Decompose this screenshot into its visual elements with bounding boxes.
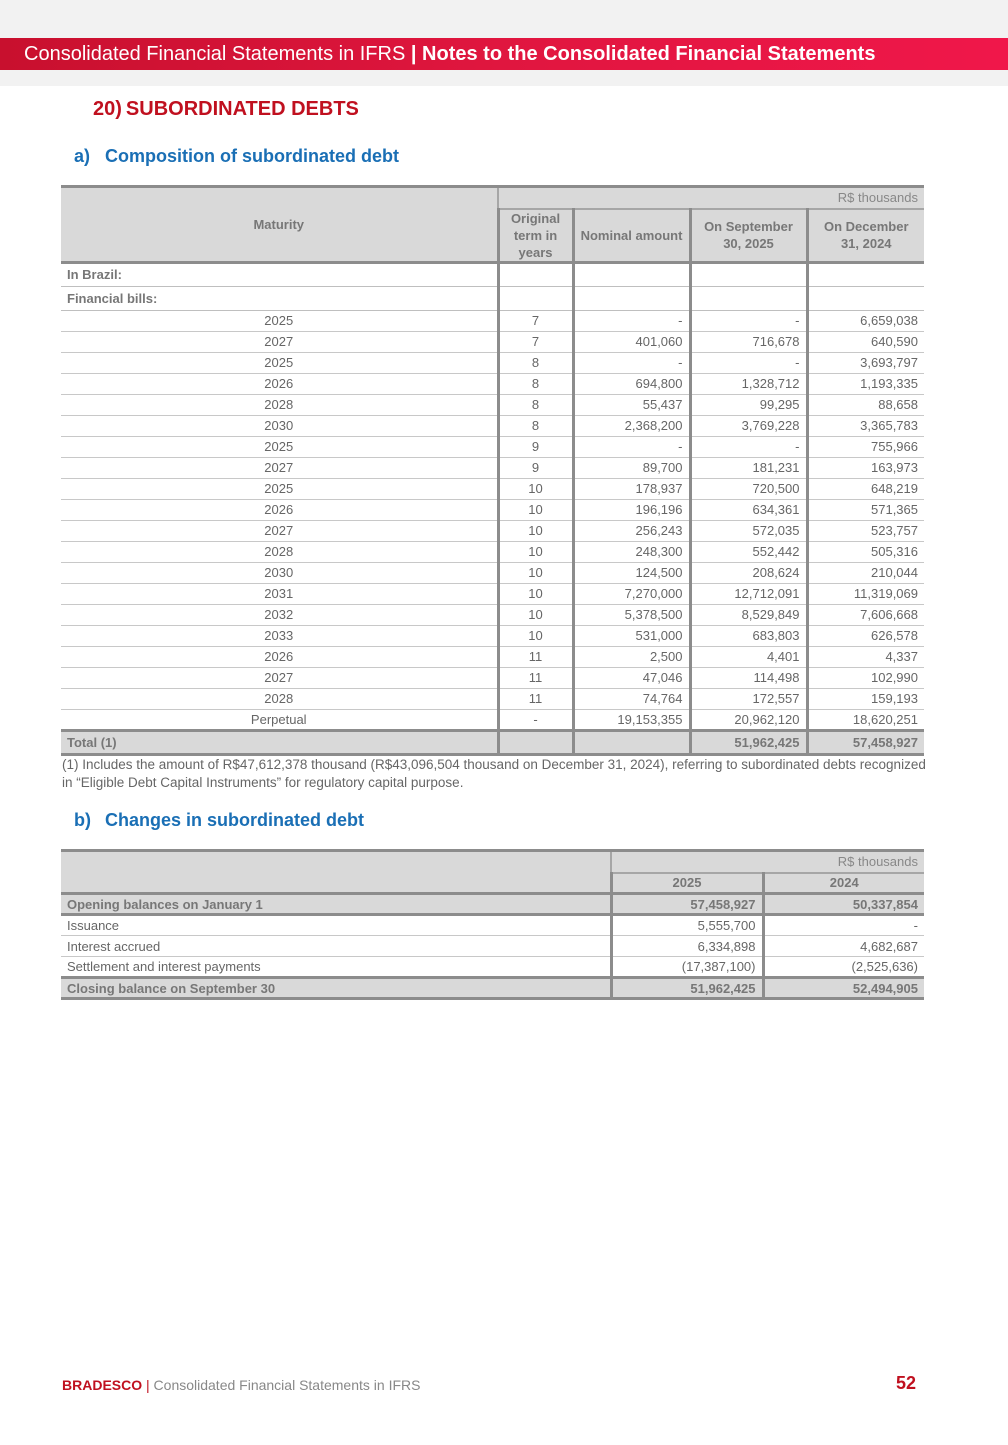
dec2024-cell: 6,659,038 — [807, 310, 924, 331]
total-dec2024: 57,458,927 — [807, 730, 924, 754]
term-cell: 8 — [498, 394, 573, 415]
sep2025-cell: 552,442 — [690, 541, 807, 562]
sep2025-cell: 720,500 — [690, 478, 807, 499]
maturity-cell: 2027 — [61, 667, 498, 688]
total-nominal-empty — [573, 730, 690, 754]
nominal-cell: - — [573, 436, 690, 457]
term-cell: 10 — [498, 625, 573, 646]
movement-2024: - — [763, 915, 924, 936]
term-cell: 11 — [498, 646, 573, 667]
maturity-cell: 2027 — [61, 520, 498, 541]
closing-2025: 51,962,425 — [611, 978, 763, 999]
sep2025-cell: 12,712,091 — [690, 583, 807, 604]
maturity-cell: 2026 — [61, 646, 498, 667]
sep2025-cell: 20,962,120 — [690, 709, 807, 730]
dec2024-cell: 102,990 — [807, 667, 924, 688]
term-cell: 9 — [498, 457, 573, 478]
composition-heading: Composition of subordinated debt — [105, 146, 399, 166]
opening-row — [61, 894, 924, 915]
table-row — [61, 541, 924, 562]
col-sep2025: On September 30, 2025 — [690, 209, 807, 263]
col-year-2025: 2025 — [611, 873, 763, 894]
banner-shadow — [0, 70, 1008, 86]
opening-label: Opening balances on January 1 — [61, 894, 611, 915]
sep2025-cell: 172,557 — [690, 688, 807, 709]
maturity-cell: Perpetual — [61, 709, 498, 730]
dec2024-cell: 88,658 — [807, 394, 924, 415]
term-cell: 10 — [498, 562, 573, 583]
nominal-cell: - — [573, 310, 690, 331]
nominal-cell: 178,937 — [573, 478, 690, 499]
dec2024-cell: 7,606,668 — [807, 604, 924, 625]
top-strip — [0, 0, 1008, 38]
nominal-cell: 401,060 — [573, 331, 690, 352]
changes-table — [61, 849, 924, 1000]
maturity-cell: 2026 — [61, 373, 498, 394]
category-in-brazil: In Brazil: — [61, 262, 498, 286]
section-number: 20) — [93, 98, 122, 120]
nominal-cell: 248,300 — [573, 541, 690, 562]
table-row — [61, 915, 924, 936]
table-row — [61, 646, 924, 667]
maturity-cell: 2028 — [61, 541, 498, 562]
changes-heading: Changes in subordinated debt — [105, 810, 365, 830]
composition-letter: a) — [74, 146, 91, 166]
dec2024-cell: 210,044 — [807, 562, 924, 583]
maturity-cell: 2026 — [61, 499, 498, 520]
maturity-cell: 2028 — [61, 688, 498, 709]
unit-row — [61, 187, 924, 209]
dec2024-cell: 3,365,783 — [807, 415, 924, 436]
sep2025-cell: 208,624 — [690, 562, 807, 583]
footnote: (1) Includes the amount of R$47,612,378 thousand (R$43,096,504 thousand on December 31, 2024), referring to subordinated debts recognized in “Eligible Debt Capital Instruments” for regulatory capital purpose. — [62, 757, 926, 790]
movement-2025: 6,334,898 — [611, 936, 763, 957]
header-banner — [0, 38, 1008, 70]
dec2024-cell: 571,365 — [807, 499, 924, 520]
table-row — [61, 520, 924, 541]
dec2024-cell: 4,337 — [807, 646, 924, 667]
term-cell: 8 — [498, 373, 573, 394]
unit-label: R$ thousands — [498, 187, 924, 209]
movement-2024: (2,525,636) — [763, 957, 924, 978]
movement-label: Interest accrued — [61, 936, 611, 957]
sep2025-cell: 634,361 — [690, 499, 807, 520]
changes-letter: b) — [74, 810, 91, 830]
maturity-cell: 2025 — [61, 310, 498, 331]
category-row — [61, 262, 924, 286]
term-cell: 10 — [498, 541, 573, 562]
footer-separator: | — [146, 1377, 150, 1393]
composition-title — [74, 146, 399, 167]
dec2024-cell: 3,693,797 — [807, 352, 924, 373]
composition-table — [61, 185, 924, 756]
table-row — [61, 373, 924, 394]
sep2025-cell: 181,231 — [690, 457, 807, 478]
nominal-cell: 256,243 — [573, 520, 690, 541]
category-financial-bills: Financial bills: — [61, 286, 498, 310]
col-nominal: Nominal amount — [573, 209, 690, 263]
table-row — [61, 604, 924, 625]
nominal-cell: 5,378,500 — [573, 604, 690, 625]
term-cell: 10 — [498, 604, 573, 625]
maturity-cell: 2031 — [61, 583, 498, 604]
nominal-cell: 19,153,355 — [573, 709, 690, 730]
term-cell: 10 — [498, 583, 573, 604]
total-sep2025: 51,962,425 — [690, 730, 807, 754]
unit-row — [61, 851, 924, 873]
maturity-cell: 2025 — [61, 478, 498, 499]
total-label: Total (1) — [61, 730, 498, 754]
nominal-cell: 89,700 — [573, 457, 690, 478]
dec2024-cell: 640,590 — [807, 331, 924, 352]
sep2025-cell: - — [690, 436, 807, 457]
table-row — [61, 688, 924, 709]
dec2024-cell: 648,219 — [807, 478, 924, 499]
nominal-cell: 694,800 — [573, 373, 690, 394]
category-row — [61, 286, 924, 310]
section-heading: SUBORDINATED DEBTS — [125, 98, 359, 120]
movement-2025: 5,555,700 — [611, 915, 763, 936]
dec2024-cell: 755,966 — [807, 436, 924, 457]
table-row — [61, 394, 924, 415]
maturity-cell: 2027 — [61, 331, 498, 352]
sep2025-cell: 716,678 — [690, 331, 807, 352]
maturity-cell: 2032 — [61, 604, 498, 625]
table-row — [61, 457, 924, 478]
nominal-cell: 47,046 — [573, 667, 690, 688]
nominal-cell: - — [573, 352, 690, 373]
term-cell: 7 — [498, 310, 573, 331]
section-title — [93, 98, 359, 121]
movement-label: Settlement and interest payments — [61, 957, 611, 978]
closing-2024: 52,494,905 — [763, 978, 924, 999]
sep2025-cell: 4,401 — [690, 646, 807, 667]
sep2025-cell: 99,295 — [690, 394, 807, 415]
opening-2025: 57,458,927 — [611, 894, 763, 915]
dec2024-cell: 505,316 — [807, 541, 924, 562]
term-cell: 10 — [498, 499, 573, 520]
table-row — [61, 625, 924, 646]
sep2025-cell: 114,498 — [690, 667, 807, 688]
maturity-cell: 2030 — [61, 562, 498, 583]
table-row — [61, 936, 924, 957]
sep2025-cell: 683,803 — [690, 625, 807, 646]
dec2024-cell: 523,757 — [807, 520, 924, 541]
dec2024-cell: 1,193,335 — [807, 373, 924, 394]
table-row — [61, 331, 924, 352]
sep2025-cell: - — [690, 310, 807, 331]
sep2025-cell: 3,769,228 — [690, 415, 807, 436]
dec2024-cell: 626,578 — [807, 625, 924, 646]
movement-2025: (17,387,100) — [611, 957, 763, 978]
table-row — [61, 436, 924, 457]
table-row — [61, 415, 924, 436]
movement-2024: 4,682,687 — [763, 936, 924, 957]
dec2024-cell: 18,620,251 — [807, 709, 924, 730]
table-row — [61, 310, 924, 331]
nominal-cell: 7,270,000 — [573, 583, 690, 604]
sep2025-cell: 572,035 — [690, 520, 807, 541]
term-cell: 11 — [498, 688, 573, 709]
maturity-cell: 2028 — [61, 394, 498, 415]
sep2025-cell: - — [690, 352, 807, 373]
opening-2024: 50,337,854 — [763, 894, 924, 915]
table-row — [61, 562, 924, 583]
table-row — [61, 499, 924, 520]
header-separator: | — [410, 43, 417, 65]
table-row — [61, 957, 924, 978]
changes-title — [74, 810, 364, 831]
blank-header — [61, 851, 611, 894]
col-term: Original term in years — [498, 209, 573, 263]
footer-brand: BRADESCO — [62, 1377, 143, 1393]
footer-text: Consolidated Financial Statements in IFRS — [153, 1377, 421, 1393]
maturity-cell: 2027 — [61, 457, 498, 478]
term-cell: 7 — [498, 331, 573, 352]
table-row — [61, 667, 924, 688]
unit-label: R$ thousands — [611, 851, 924, 873]
table-row — [61, 583, 924, 604]
col-maturity: Maturity — [61, 187, 498, 263]
page-number: 52 — [896, 1373, 917, 1393]
closing-label: Closing balance on September 30 — [61, 978, 611, 999]
movement-label: Issuance — [61, 915, 611, 936]
term-cell: 8 — [498, 415, 573, 436]
nominal-cell: 55,437 — [573, 394, 690, 415]
col-year-2024: 2024 — [763, 873, 924, 894]
term-cell: - — [498, 709, 573, 730]
term-cell: 10 — [498, 478, 573, 499]
table-row — [61, 352, 924, 373]
sep2025-cell: 8,529,849 — [690, 604, 807, 625]
nominal-cell: 74,764 — [573, 688, 690, 709]
table-row — [61, 478, 924, 499]
table-row — [61, 709, 924, 730]
footer — [62, 1377, 420, 1393]
dec2024-cell: 11,319,069 — [807, 583, 924, 604]
header-title: Consolidated Financial Statements in IFRS — [24, 43, 406, 65]
total-row — [61, 730, 924, 754]
closing-row — [61, 978, 924, 999]
term-cell: 10 — [498, 520, 573, 541]
nominal-cell: 2,368,200 — [573, 415, 690, 436]
term-cell: 11 — [498, 667, 573, 688]
header-subtitle: Notes to the Consolidated Financial Statements — [422, 43, 876, 65]
nominal-cell: 2,500 — [573, 646, 690, 667]
maturity-cell: 2030 — [61, 415, 498, 436]
nominal-cell: 531,000 — [573, 625, 690, 646]
maturity-cell: 2033 — [61, 625, 498, 646]
maturity-cell: 2025 — [61, 436, 498, 457]
col-dec2024: On December 31, 2024 — [807, 209, 924, 263]
maturity-cell: 2025 — [61, 352, 498, 373]
dec2024-cell: 159,193 — [807, 688, 924, 709]
dec2024-cell: 163,973 — [807, 457, 924, 478]
nominal-cell: 196,196 — [573, 499, 690, 520]
sep2025-cell: 1,328,712 — [690, 373, 807, 394]
term-cell: 8 — [498, 352, 573, 373]
total-term-empty — [498, 730, 573, 754]
term-cell: 9 — [498, 436, 573, 457]
nominal-cell: 124,500 — [573, 562, 690, 583]
